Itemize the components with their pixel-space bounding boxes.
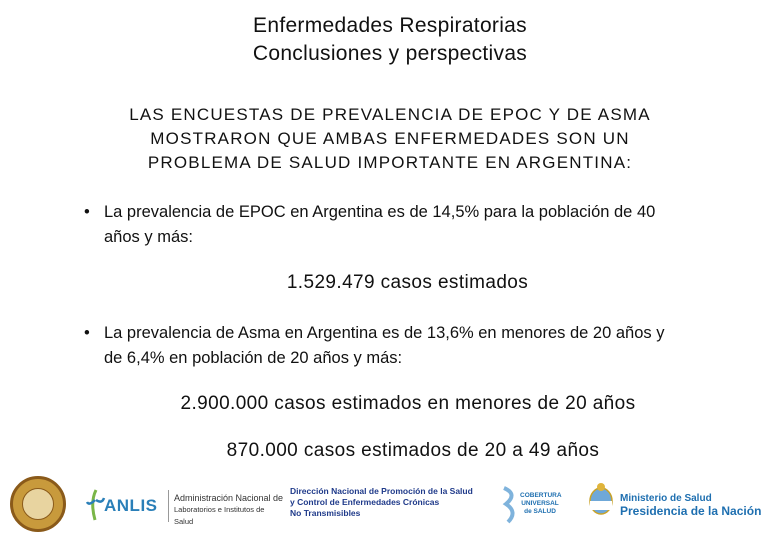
bullet-icon: • — [84, 203, 90, 221]
asma-cases-20-49: 870.000 casos estimados de 20 a 49 años — [226, 440, 600, 461]
logo-footer — [0, 472, 780, 534]
bullet-icon: • — [84, 324, 90, 342]
intro-heading — [40, 103, 740, 175]
min-line-2: Presidencia de la Nación — [620, 504, 762, 518]
anlis-line-2: Laboratorios e Institutos de Salud — [174, 505, 265, 526]
title-line-2: Conclusiones y perspectivas — [252, 42, 528, 65]
dn-line-2: y Control de Enfermedades Crónicas — [290, 497, 440, 507]
intro-line-1: LAS ENCUESTAS DE PREVALENCIA DE EPOC Y DE ASMA — [129, 105, 651, 124]
intro-line-2: MOSTRARON QUE AMBAS ENFERMEDADES SON UN — [150, 129, 630, 148]
anlis-figure-icon — [86, 488, 106, 522]
title-line-1: Enfermedades Respiratorias — [253, 14, 527, 37]
cob-line-1: COBERTURA — [520, 492, 562, 499]
cobertura-wave-icon — [500, 484, 522, 524]
cobertura-text — [520, 492, 560, 516]
cob-line-2: UNIVERSAL — [521, 500, 559, 507]
bullet-epoc-line-1: La prevalencia de EPOC en Argentina es de 14,5% para la población de 40 — [104, 203, 656, 221]
min-line-1: Ministerio de Salud — [620, 493, 712, 504]
direccion-nacional-logo — [290, 486, 480, 519]
anlis-divider — [168, 490, 169, 522]
bullet-epoc-line-2: años y más: — [104, 228, 193, 246]
epoc-cases: 1.529.479 casos estimados — [286, 272, 529, 293]
anlis-logo — [86, 482, 284, 530]
ministerio-text — [620, 492, 761, 518]
dn-line-3: No Transmisibles — [290, 508, 361, 518]
bullet-epoc — [84, 200, 744, 250]
intro-line-3: PROBLEMA DE SALUD IMPORTANTE EN ARGENTINA: — [147, 153, 633, 172]
anlis-wordmark: ANLIS — [104, 496, 158, 515]
bullet-asma-line-2: de 6,4% en población de 20 años y más: — [104, 349, 403, 367]
dn-line-1: Dirección Nacional de Promoción de la Salud — [290, 486, 473, 496]
asma-cases-under-20: 2.900.000 casos estimados en menores de 20 años — [180, 393, 636, 414]
ministerio-salud-logo — [588, 480, 773, 530]
seal-building-icon — [22, 488, 54, 520]
institute-seal-logo — [10, 476, 66, 532]
page-title — [0, 12, 780, 68]
bullet-asma-line-1: La prevalencia de Asma en Argentina es de 13,6% en menores de 20 años y — [104, 324, 665, 342]
cob-line-3: de SALUD — [524, 508, 556, 515]
bullet-asma — [84, 321, 744, 371]
argentina-shield-icon — [588, 482, 614, 516]
anlis-description — [174, 492, 284, 528]
cobertura-universal-logo — [500, 480, 562, 528]
anlis-line-1: Administración Nacional de — [174, 493, 284, 503]
